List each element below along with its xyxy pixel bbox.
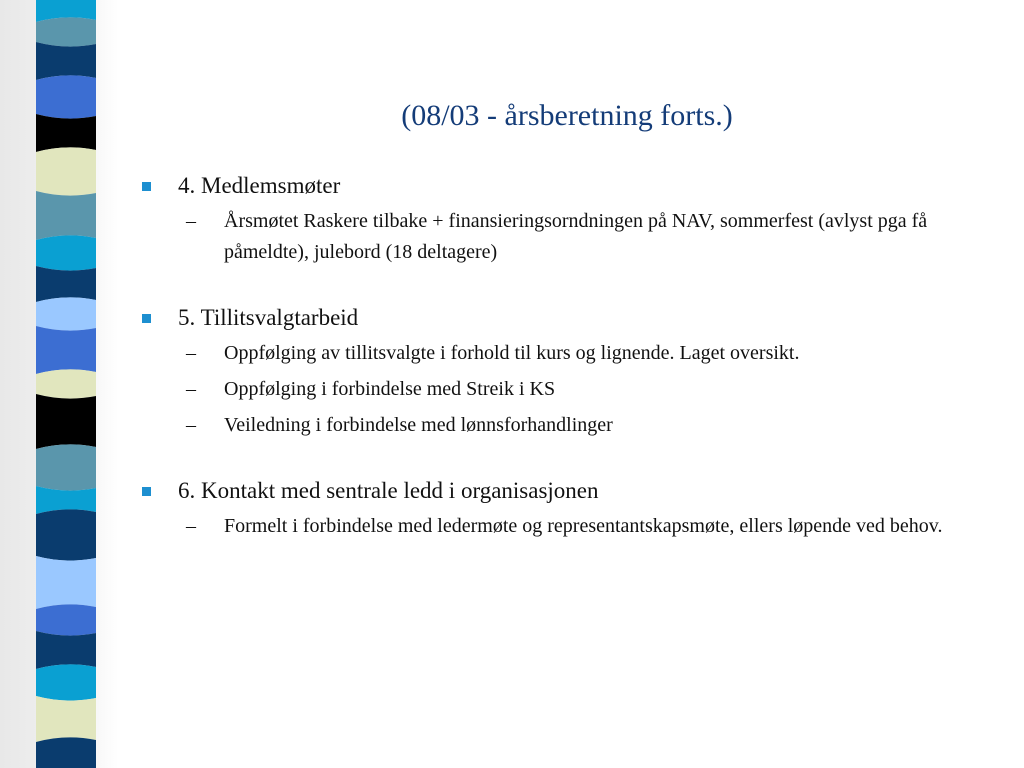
dash-bullet-icon: – (186, 515, 196, 537)
section-kontakt-sentrale-ledd (140, 475, 1000, 542)
dash-bullet-icon: – (186, 210, 196, 232)
dash-bullet-icon: – (186, 342, 196, 364)
strip-band (36, 191, 96, 240)
strip-band (36, 737, 96, 768)
section-heading: 6. Kontakt med sentrale ledd i organisasjonen (178, 478, 599, 503)
sub-item-text: Formelt i forbindelse med ledermøte og representantskapsmøte, ellers løpende ved behov. (224, 515, 943, 537)
section-medlemsmoter (140, 170, 1000, 268)
bullet-item (140, 475, 1000, 507)
strip-band (36, 696, 96, 742)
sub-bullet-item (140, 338, 1000, 369)
sub-bullet-item (140, 374, 1000, 405)
strip-band (36, 114, 96, 152)
strip-band (36, 604, 96, 635)
slide-title: (08/03 - årsberetning forts.) (401, 99, 733, 132)
sub-bullet-item (140, 410, 1000, 441)
strip-band (36, 556, 96, 609)
dash-bullet-icon: – (186, 378, 196, 400)
strip-band (36, 147, 96, 195)
sub-item-text: Veiledning i forbindelse med lønnsforhandlinger (224, 414, 613, 436)
strip-band (36, 266, 96, 302)
square-bullet-icon (142, 487, 151, 496)
sub-item-text: Oppfølging av tillitsvalgte i forhold til kurs og lignende. Laget oversikt. (224, 342, 800, 364)
strip-band (36, 326, 96, 374)
strip-band (36, 394, 96, 449)
sub-bullet-item (140, 206, 1000, 268)
decorative-color-strip (0, 0, 118, 768)
strip-band (36, 17, 96, 46)
strip-band (36, 444, 96, 490)
dash-bullet-icon: – (186, 414, 196, 436)
strip-band (36, 369, 96, 398)
square-bullet-icon (142, 182, 151, 191)
strip-band (36, 297, 96, 330)
strip-band (36, 509, 96, 560)
strip-band (36, 235, 96, 270)
strip-band (36, 42, 96, 80)
sub-item-text: Årsmøtet Raskere tilbake + finansieringsorndningen på NAV, sommerfest (avlyst pga få påmeldte), julebord (18 deltagere) (224, 210, 928, 263)
strip-band (36, 664, 96, 700)
bullet-item (140, 170, 1000, 202)
sub-item-text: Oppfølging i forbindelse med Streik i KS (224, 378, 556, 400)
section-tillitsvalgtarbeid (140, 302, 1000, 441)
square-bullet-icon (142, 314, 151, 323)
section-heading: 4. Medlemsmøter (178, 173, 341, 198)
section-heading: 5. Tillitsvalgtarbeid (178, 305, 359, 330)
bullet-item (140, 302, 1000, 334)
strip-band (36, 631, 96, 669)
slide-body (140, 170, 1000, 542)
sub-bullet-item (140, 511, 1000, 542)
strip-band (36, 75, 96, 118)
